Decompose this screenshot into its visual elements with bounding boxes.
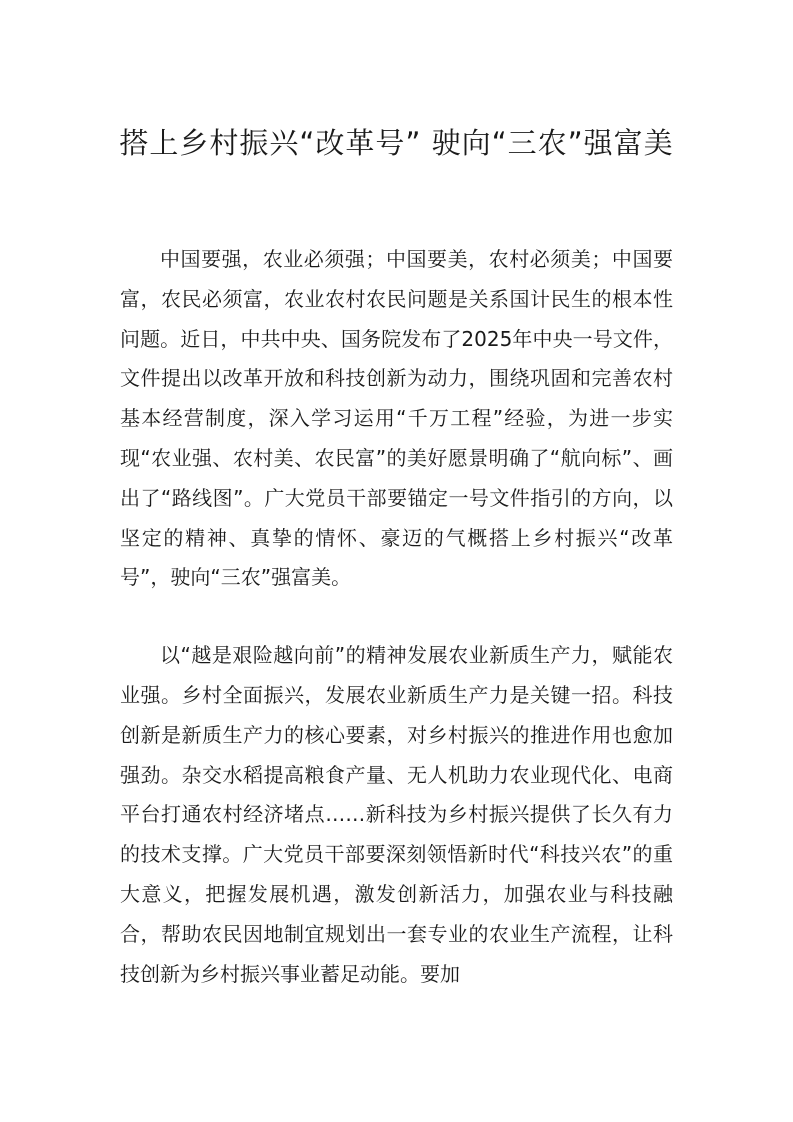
paragraph: 以“越是艰险越向前”的精神发展农业新质生产力，赋能农业强。乡村全面振兴，发展农业新质生产力是关键一招。科技创新是新质生产力的核心要素，对乡村振兴的推进作用也愈加强劲。杂交水稻提高粮食产量、无人机助力农业现代化、电商平台打通农村经济堵点……新科技为乡村振兴提供了长久有力的技术支撑。广大党员干部要深刻领悟新时代“科技兴农”的重大意义，把握发展机遇，激发创新活力，加强农业与科技融合，帮助农民因地制宜规划出一套专业的农业生产流程，让科技创新为乡村振兴事业蓄足动能。要加 xyxy=(120,643,673,986)
article-body xyxy=(120,240,673,994)
paragraph-spacer xyxy=(120,598,673,636)
article-title: 搭上乡村振兴“改革号” 驶向“三农”强富美 xyxy=(119,126,674,160)
paragraph: 中国要强，农业必须强；中国要美，农村必须美；中国要富，农民必须富，农业农村农民问题是关系国计民生的根本性问题。近日，中共中央、国务院发布了2025年中央一号文件，文件提出以改革开放和科技创新为动力，围绕巩固和完善农村基本经营制度，深入学习运用“千万工程”经验，为进一步实现“农业强、农村美、农民富”的美好愿景明确了“航向标”、画出了“路线图”。广大党员干部要锚定一号文件指引的方向，以坚定的精神、真挚的情怀、豪迈的气概搭上乡村振兴“改革号”，驶向“三农”强富美。 xyxy=(120,247,673,590)
